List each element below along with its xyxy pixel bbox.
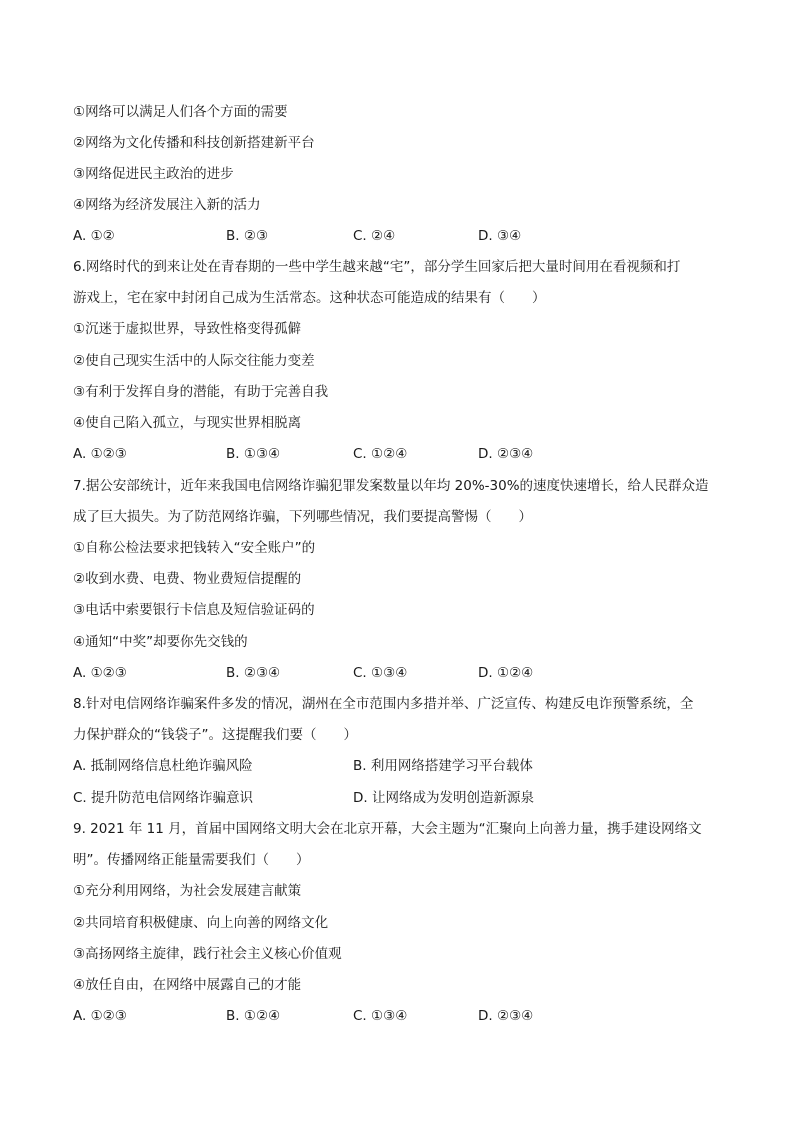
- q6-statement-3: ③有利于发挥自身的潜能，有助于完善自我: [73, 384, 329, 400]
- q7-stem-line-1: 7.据公安部统计，近年来我国电信网络诈骗犯罪发案数量以年均 20%-30%的速度快速增长，给人民群众造: [73, 478, 709, 494]
- q9-statement-4: ④放任自由，在网络中展露自己的才能: [73, 977, 302, 993]
- q9-statement-2: ②共同培育积极健康、向上向善的网络文化: [73, 915, 329, 931]
- q7-option-d: D. ①②④: [478, 665, 534, 681]
- q6-stem-line-2: 游戏上，宅在家中封闭自己成为生活常态。这种状态可能造成的结果有（ ）: [73, 290, 546, 306]
- q8-options-row-2: [73, 788, 733, 808]
- q9-statement-3: ③高扬网络主旋律，践行社会主义核心价值观: [73, 946, 342, 962]
- q7-option-a: A. ①②③: [73, 665, 127, 681]
- q8-stem-line-2: 力保护群众的“钱袋子”。这提醒我们要（ ）: [73, 727, 357, 743]
- q8-option-a: A. 抵制网络信息杜绝诈骗风险: [73, 758, 253, 774]
- q5-option-a: A. ①②: [73, 228, 115, 244]
- q5-options: [73, 226, 733, 246]
- q6-statement-1: ①沉迷于虚拟世界，导致性格变得孤僻: [73, 321, 302, 337]
- q5-statement-3: ③网络促进民主政治的进步: [73, 166, 234, 182]
- q9-stem-line-2: 明”。传播网络正能量需要我们（ ）: [73, 852, 310, 868]
- q7-option-b: B. ②③④: [226, 665, 281, 681]
- q5-option-d: D. ③④: [478, 228, 522, 244]
- q6-statement-4: ④使自己陷入孤立，与现实世界相脱离: [73, 415, 302, 431]
- q8-option-b: B. 利用网络搭建学习平台载体: [353, 758, 533, 774]
- q8-options-row-1: [73, 756, 733, 776]
- q9-option-d: D. ②③④: [478, 1008, 534, 1024]
- q8-option-c: C. 提升防范电信网络诈骗意识: [73, 790, 254, 806]
- q8-option-d: D. 让网络成为发明创造新源泉: [353, 790, 534, 806]
- q9-statement-1: ①充分利用网络，为社会发展建言献策: [73, 883, 302, 899]
- q7-statement-3: ③电话中索要银行卡信息及短信验证码的: [73, 602, 315, 618]
- q5-statement-4: ④网络为经济发展注入新的活力: [73, 197, 261, 213]
- q5-statement-2: ②网络为文化传播和科技创新搭建新平台: [73, 135, 315, 151]
- q5-statement-1: ①网络可以满足人们各个方面的需要: [73, 104, 288, 120]
- q9-options: [73, 1006, 733, 1026]
- q6-option-d: D. ②③④: [478, 446, 534, 462]
- q7-option-c: C. ①③④: [353, 665, 408, 681]
- q7-stem-line-2: 成了巨大损失。为了防范网络诈骗，下列哪些情况，我们要提高警惕（ ）: [73, 509, 532, 525]
- q6-option-c: C. ①②④: [353, 446, 408, 462]
- q9-option-a: A. ①②③: [73, 1008, 127, 1024]
- q8-stem-line-1: 8.针对电信网络诈骗案件多发的情况，湖州在全市范围内多措并举、广泛宣传、构建反电诈预警系统，全: [73, 696, 694, 712]
- q9-option-c: C. ①③④: [353, 1008, 408, 1024]
- q6-options: [73, 444, 733, 464]
- q7-statement-2: ②收到水费、电费、物业费短信提醒的: [73, 571, 302, 587]
- q5-option-c: C. ②④: [353, 228, 396, 244]
- q6-statement-2: ②使自己现实生活中的人际交往能力变差: [73, 353, 315, 369]
- q6-option-b: B. ①③④: [226, 446, 281, 462]
- q6-option-a: A. ①②③: [73, 446, 127, 462]
- q9-option-b: B. ①②④: [226, 1008, 281, 1024]
- q7-options: [73, 663, 733, 683]
- q5-option-b: B. ②③: [226, 228, 269, 244]
- q9-stem-line-1: 9. 2021 年 11 月，首届中国网络文明大会在北京开幕，大会主题为“汇聚向上向善力量，携手建设网络文: [73, 821, 702, 837]
- q6-stem-line-1: 6.网络时代的到来让处在青春期的一些中学生越来越“宅”，部分学生回家后把大量时间用在看视频和打: [73, 259, 681, 275]
- q7-statement-4: ④通知“中奖”却要你先交钱的: [73, 634, 248, 650]
- q7-statement-1: ①自称公检法要求把钱转入“安全账户”的: [73, 540, 316, 556]
